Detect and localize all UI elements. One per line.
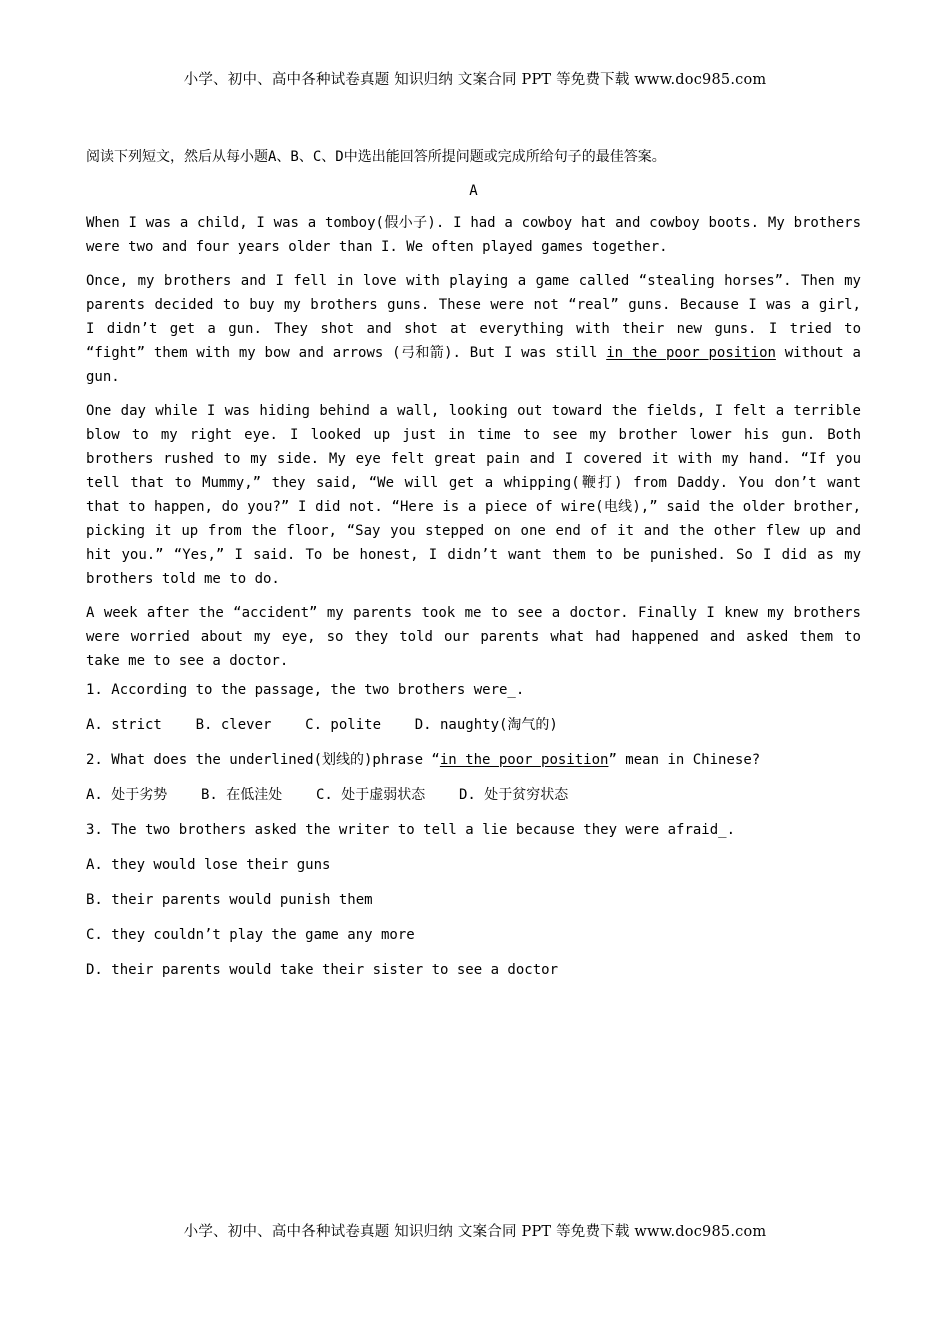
header-banner: 小学、初中、高中各种试卷真题 知识归纳 文案合同 PPT 等免费下载 www.doc985.com <box>183 72 767 88</box>
question-3-option-d: D. their parents would take their sister to see a doctor <box>86 962 559 978</box>
question-3-option-c: C. they couldn’t play the game any more <box>86 927 415 943</box>
paragraph-3-text: One day while I was hiding behind a wall, looking out toward the fields, I felt a terrible blow to my right eye. I looked up just in time to see my brother lower his gun. Both brothers rushed to my side. My eye felt great pain and I covered it with my hand. “If you tell that to Mummy,” they said, “We will get a whipping(鞭打) from Daddy. You don’t want that to happen, do you?” I did not. “Here is a piece of wire(电线),” said the older brother, picking it up from the floor, “Say you stepped on one end of it and the other flew up and hit you.” “Yes,” I said. To be honest, I didn’t want them to be punished. So I did as my brothers told me to do. <box>86 403 861 587</box>
footer-banner: 小学、初中、高中各种试卷真题 知识归纳 文案合同 PPT 等免费下载 www.doc985.com <box>183 1224 767 1240</box>
paragraph-3 <box>86 399 861 591</box>
question-2-options: A. 处于劣势 B. 在低洼处 C. 处于虚弱状态 D. 处于贫穷状态 <box>86 787 569 803</box>
paragraph-4-text: A week after the “accident” my parents took me to see a doctor. Finally I knew my brothers were worried about my eye, so they told our parents what had happened and asked them to take me to see a doctor. <box>86 605 861 669</box>
paragraph-2-wrap <box>86 269 861 389</box>
paragraph-4 <box>86 601 861 673</box>
question-3-option-b: B. their parents would punish them <box>86 892 373 908</box>
instruction: 阅读下列短文，然后从每小题A、B、C、D中选出能回答所提问题或完成所给句子的最佳答案。 <box>86 149 666 165</box>
question-2-end: ” mean in Chinese? <box>608 752 761 768</box>
question-1: 1. According to the passage, the two brothers were_. <box>86 682 525 698</box>
question-2-text: 2. What does the underlined(划线的)phrase “ <box>86 752 440 768</box>
section-label: A <box>469 183 478 199</box>
paragraph-1 <box>86 211 861 259</box>
paragraph-2-text: Once, my brothers and I fell in love with playing a game called “stealing horses”. Then my parents decided to buy my brothers guns. These were not “real” guns. Because I was a girl, I didn’t get a gun. They shot and shot at everything with their new guns. I tried to “fight” them with my bow and arrows (弓和箭). But I was still <box>86 273 861 361</box>
question-3-option-a: A. they would lose their guns <box>86 857 331 873</box>
paragraph-2 <box>86 269 861 389</box>
document-body <box>86 145 861 988</box>
paragraph-2-end: without a gun. <box>86 345 861 385</box>
question-3: 3. The two brothers asked the writer to tell a lie because they were afraid_. <box>86 822 736 838</box>
question-1-options: A. strict B. clever C. polite D. naughty(淘气的) <box>86 717 558 733</box>
paragraph-1-text: When I was a child, I was a tomboy(假小子). I had a cowboy hat and cowboy boots. My brothers were two and four years older than I. We often played games together. <box>86 215 861 255</box>
question-2 <box>86 743 861 778</box>
underlined-phrase: in the poor position <box>606 345 776 361</box>
question-2-underlined: in the poor position <box>439 752 609 768</box>
